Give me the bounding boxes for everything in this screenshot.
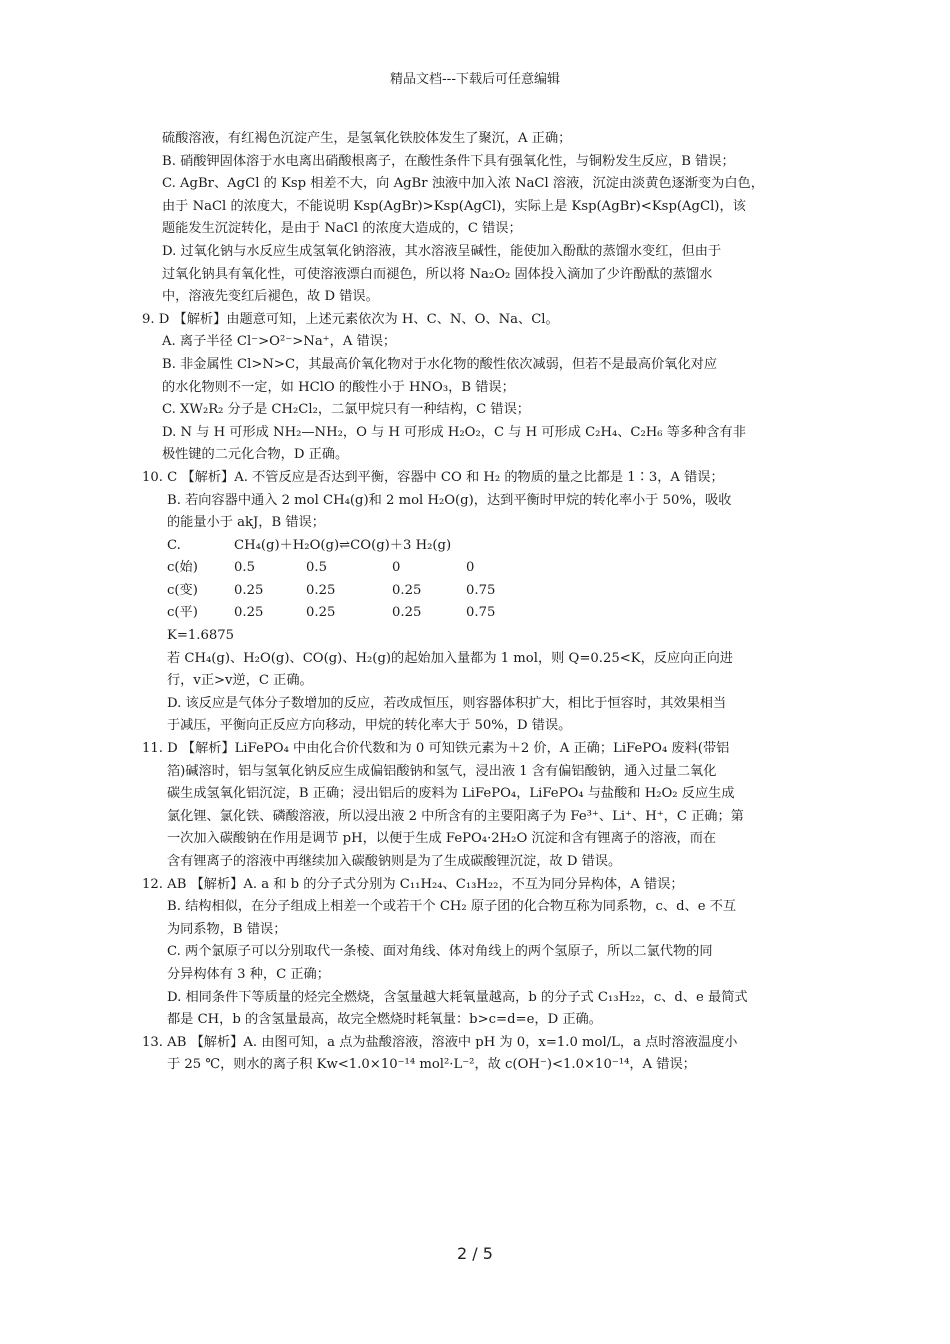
text-line: B. 若向容器中通入 2 mol CH₄(g)和 2 mol H₂O(g)，达到平衡时甲烷的转化率小于 50%，吸收	[167, 492, 732, 508]
text-line: 于减压，平衡向正反应方向移动，甲烷的转化率大于 50%，D 错误。	[167, 718, 572, 734]
table-cell: 0.25	[306, 582, 336, 598]
document-body	[142, 128, 812, 1077]
table-cell: c(变)	[167, 582, 198, 598]
text-line: C. XW₂R₂ 分子是 CH₂Cl₂，二氯甲烷只有一种结构，C 错误；	[162, 402, 530, 418]
text-line: 都是 CH，b 的含氢量最高，故完全燃烧时耗氧量：b>c=d=e，D 正确。	[167, 1012, 602, 1028]
text-line: 题能发生沉淀转化，是由于 NaCl 的浓度大造成的，C 错误；	[162, 221, 522, 237]
table-row	[142, 602, 495, 625]
text-line: 由于 NaCl 的浓度大，不能说明 Ksp(AgBr)>Ksp(AgCl)，实际上是 Ksp(AgBr)<Ksp(AgCl)，该	[162, 198, 746, 214]
text-line: 于 25 ℃，则水的离子积 Kw<1.0×10⁻¹⁴ mol²·L⁻²，故 c(OH⁻)<1.0×10⁻¹⁴，A 错误；	[167, 1057, 696, 1073]
table-cell: 0.5	[234, 560, 255, 576]
text-line: C. 两个氯原子可以分别取代一条棱、面对角线、体对角线上的两个氢原子，所以二氯代物的同	[167, 944, 713, 960]
text-line: 极性键的二元化合物，D 正确。	[162, 447, 349, 463]
text-line: 分异构体有 3 种，C 正确；	[167, 966, 330, 982]
text-line: D. 相同条件下等质量的烃完全燃烧，含氢量越大耗氧量越高，b 的分子式 C₁₃H₂₂，c、d、e 最简式	[167, 989, 748, 1005]
text-line: 的能量小于 akJ，B 错误；	[167, 515, 325, 531]
page-number: 2 / 5	[457, 1244, 493, 1263]
table-cell: 0.25	[392, 605, 422, 621]
table-cell: 0	[392, 560, 401, 576]
text-line: 的水化物则不一定，如 HClO 的酸性小于 HNO₃，B 错误；	[162, 379, 515, 395]
text-line: B. 硝酸钾固体溶于水电离出硝酸根离子，在酸性条件下具有强氧化性，与铜粉发生反应，B 错误；	[162, 153, 735, 169]
answer-9-heading: 9. D 【解析】由题意可知，上述元素依次为 H、C、N、O、Na、Cl。	[142, 311, 559, 327]
table-cell: 0.75	[466, 605, 496, 621]
text-line: 行，v正>v逆，C 正确。	[167, 673, 313, 689]
table-cell: C.	[167, 537, 181, 553]
table-cell: 0.5	[306, 560, 327, 576]
table-cell: 0.25	[234, 582, 264, 598]
text-line: 箔)碱溶时，铝与氢氧化钠反应生成偏铝酸钠和氢气，浸出液 1 含有偏铝酸钠，通入过量二氧化	[167, 763, 717, 779]
answer-13-heading: 13. AB 【解析】A. 由图可知，a 点为盐酸溶液，溶液中 pH 为 0，x=1.0 mol/L，a 点时溶液温度小	[142, 1034, 738, 1050]
text-line: A. 离子半径 Cl⁻>O²⁻>Na⁺，A 错误；	[162, 334, 397, 350]
table-cell: 0.75	[466, 582, 496, 598]
text-line: 一次加入碳酸钠在作用是调节 pH，以便于生成 FePO₄·2H₂O 沉淀和含有锂离子的溶液，而在	[167, 831, 717, 847]
answer-10-heading: 10. C 【解析】A. 不管反应是否达到平衡，容器中 CO 和 H₂ 的物质的量之比都是 1∶3，A 错误；	[142, 469, 724, 485]
table-row	[142, 535, 495, 558]
table-row	[142, 580, 495, 603]
text-line: 碳生成氢氧化铝沉淀，B 正确；浸出铝后的废料为 LiFePO₄，LiFePO₄ 与盐酸和 H₂O₂ 反应生成	[167, 786, 735, 802]
page-header: 精品文档---下载后可任意编辑	[389, 72, 561, 87]
text-line: 中，溶液先变红后褪色，故 D 错误。	[162, 289, 379, 305]
text-line: 硫酸溶液，有红褐色沉淀产生，是氢氧化铁胶体发生了聚沉，A 正确；	[162, 131, 572, 146]
text-line: 若 CH₄(g)、H₂O(g)、CO(g)、H₂(g)的起始加入量都为 1 mol，则 Q=0.25<K，反应向正向进	[167, 650, 733, 666]
text-line: C. AgBr、AgCl 的 Ksp 相差不大，向 AgBr 浊液中加入浓 NaCl 溶液，沉淀由淡黄色逐渐变为白色，	[162, 176, 764, 192]
text-line: 过氧化钠具有氧化性，可使溶液漂白而褪色，所以将 Na₂O₂ 固体投入滴加了少许酚酞的蒸馏水	[162, 266, 713, 282]
text-line: D. 过氧化钠与水反应生成氢氧化钠溶液，其水溶液呈碱性，能使加入酚酞的蒸馏水变红，但由于	[162, 243, 722, 259]
answer-12-heading: 12. AB 【解析】A. a 和 b 的分子式分别为 C₁₁H₂₄、C₁₃H₂₂，不互为同分异构体，A 错误；	[142, 876, 684, 892]
text-line: 氯化锂、氯化铁、磷酸溶液，所以浸出液 2 中所含有的主要阳离子为 Fe³⁺、Li⁺、H⁺，C 正确；第	[167, 808, 744, 824]
table-row	[142, 557, 495, 580]
answer-11-heading: 11. D 【解析】LiFePO₄ 中由化合价代数和为 0 可知铁元素为＋2 价，A 正确；LiFePO₄ 废料(带铝	[142, 741, 730, 757]
text-line: 含有锂离子的溶液中再继续加入碳酸钠则是为了生成碳酸锂沉淀，故 D 错误。	[167, 854, 622, 869]
table-cell: 0.25	[234, 605, 264, 621]
equilibrium-table	[142, 535, 495, 625]
text-line: D. N 与 H 可形成 NH₂—NH₂，O 与 H 可形成 H₂O₂，C 与 H 可形成 C₂H₄、C₂H₆ 等多种含有非	[162, 424, 746, 440]
table-cell: 0.25	[392, 582, 422, 598]
table-cell: 0	[466, 560, 475, 576]
text-line: B. 结构相似，在分子组成上相差一个或若干个 CH₂ 原子团的化合物互称为同系物，c、d、e 不互	[167, 899, 737, 915]
text-line: B. 非金属性 Cl>N>C，其最高价氧化物对于水化物的酸性依次减弱，但若不是最高价氧化对应	[162, 356, 718, 372]
reaction-equation: CH₄(g)＋H₂O(g)⇌CO(g)＋3 H₂(g)	[234, 537, 452, 553]
table-cell: 0.25	[306, 605, 336, 621]
text-line: D. 该反应是气体分子数增加的反应，若改成恒压，则容器体积扩大，相比于恒容时，其效果相当	[167, 695, 727, 711]
text-line: 为同系物，B 错误；	[167, 921, 287, 937]
text-line: K=1.6875	[167, 628, 235, 644]
table-cell: c(平)	[167, 605, 198, 621]
table-cell: c(始)	[167, 560, 198, 576]
